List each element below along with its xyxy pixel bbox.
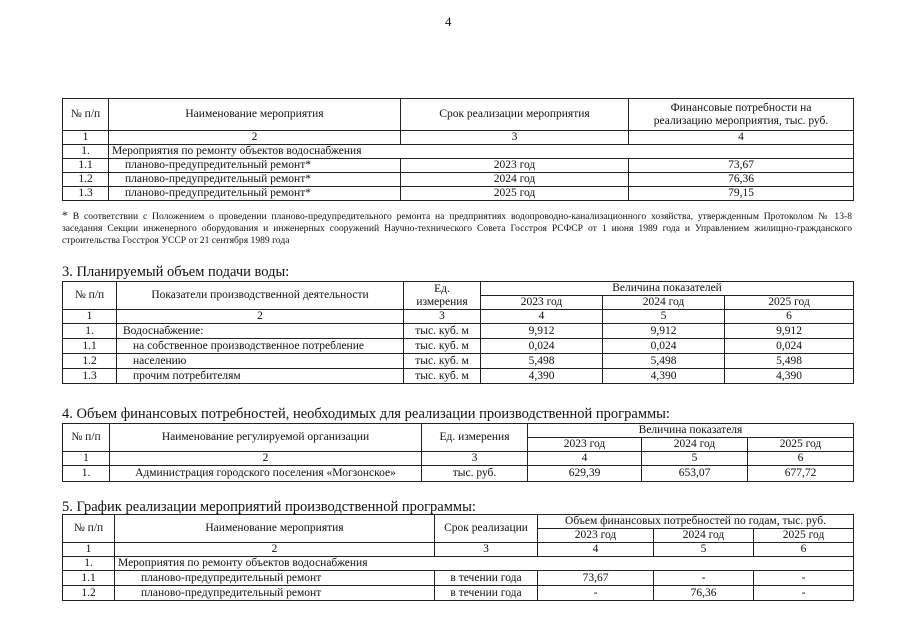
column-number-row: [63, 543, 854, 557]
table-header-row: [63, 282, 854, 296]
row-value: 9,912: [725, 324, 854, 339]
header-finance-line1: Финансовые потребности на: [670, 101, 812, 114]
header-year: 2025 год: [754, 529, 854, 543]
header-year: 2024 год: [642, 438, 748, 452]
row-num: 1.1: [63, 159, 109, 173]
row-period: в течении года: [435, 586, 538, 601]
footnote-text: В соответствии с Положением о проведении планово-предупредительного ремонта на предприятиях водопроводно-канализационного хозяйства, утвержденным Протоколом № 13-8 заседания Секции инженерного оборудования и инженерных сооружений Научно-технического Совета Госстроя РСФСР от 1 июня 1989 года и Управлением жилищно-гражданского строительства Госстроя УССР от 21 сентября 1989 года: [62, 211, 852, 246]
row-value: 629,39: [528, 466, 642, 482]
header-year: 2024 год: [654, 529, 754, 543]
header-period: Срок реализации мероприятия: [401, 99, 629, 131]
row-value: 79,15: [629, 187, 854, 201]
row-period: 2024 год: [401, 173, 629, 187]
header-value-group: Величина показателей: [481, 282, 854, 296]
header-year: 2023 год: [538, 529, 654, 543]
table-water-supply: [62, 281, 854, 384]
footnote: [62, 209, 852, 247]
col-number: 4: [528, 452, 642, 466]
header-year: 2023 год: [481, 296, 603, 310]
section5-title: 5. График реализации мероприятий производственной программы:: [62, 499, 476, 515]
row-num: 1.3: [63, 369, 117, 384]
col-number: 1: [63, 131, 109, 145]
header-year: 2025 год: [725, 296, 854, 310]
header-num: № п/п: [63, 282, 117, 310]
row-value: 4,390: [725, 369, 854, 384]
row-num: 1.1: [63, 339, 117, 354]
column-number-row: [63, 310, 854, 324]
col-number: 4: [538, 543, 654, 557]
table-header-row: [63, 99, 854, 131]
column-number-row: [63, 452, 854, 466]
col-number: 2: [117, 310, 404, 324]
header-indicator: Показатели производственной деятельности: [117, 282, 404, 310]
col-number: 2: [109, 131, 401, 145]
row-value: 677,72: [748, 466, 854, 482]
row-value: -: [654, 571, 754, 586]
col-number: 5: [642, 452, 748, 466]
table-financial-needs: [62, 423, 854, 482]
row-unit: тыс. куб. м: [404, 339, 481, 354]
table-row: [63, 145, 854, 159]
col-number: 1: [63, 310, 117, 324]
row-num: 1.: [63, 466, 110, 482]
table-header-row: [63, 515, 854, 529]
row-unit: тыс. руб.: [422, 466, 528, 482]
row-name: Мероприятия по ремонту объектов водоснабжения: [109, 145, 854, 159]
row-value: 76,36: [654, 586, 754, 601]
row-value: 5,498: [481, 354, 603, 369]
header-name: Наименование мероприятия: [109, 99, 401, 131]
row-num: 1.2: [63, 586, 115, 601]
col-number: 3: [435, 543, 538, 557]
row-name: прочим потребителям: [117, 369, 404, 384]
section4-title: 4. Объем финансовых потребностей, необходимых для реализации производственной программы:: [62, 406, 670, 422]
row-name: планово-предупредительный ремонт*: [109, 159, 401, 173]
row-value: 4,390: [481, 369, 603, 384]
row-value: 0,024: [603, 339, 725, 354]
row-name: планово-предупредительный ремонт: [115, 571, 435, 586]
header-name: Наименование мероприятия: [115, 515, 435, 543]
row-value: 73,67: [538, 571, 654, 586]
row-period: 2023 год: [401, 159, 629, 173]
col-number: 2: [115, 543, 435, 557]
section3-title: 3. Планируемый объем подачи воды:: [62, 264, 290, 280]
row-value: 0,024: [725, 339, 854, 354]
table-header-row: [63, 424, 854, 438]
col-number: 1: [63, 452, 110, 466]
col-number: 3: [404, 310, 481, 324]
row-name: Администрация городского поселения «Могзонское»: [110, 466, 422, 482]
row-value: 653,07: [642, 466, 748, 482]
row-value: 9,912: [603, 324, 725, 339]
row-value: 0,024: [481, 339, 603, 354]
row-num: 1.: [63, 145, 109, 159]
row-name: планово-предупредительный ремонт*: [109, 187, 401, 201]
row-value: -: [754, 586, 854, 601]
row-name: населению: [117, 354, 404, 369]
table-row: [63, 339, 854, 354]
row-num: 1.: [63, 324, 117, 339]
header-unit: Ед. измерения: [422, 424, 528, 452]
row-num: 1.2: [63, 173, 109, 187]
column-number-row: [63, 131, 854, 145]
table-row: [63, 571, 854, 586]
col-number: 5: [654, 543, 754, 557]
header-unit-line2: измерения: [416, 295, 468, 308]
page-number: 4: [445, 14, 452, 29]
row-unit: тыс. куб. м: [404, 354, 481, 369]
header-org: Наименование регулируемой организации: [110, 424, 422, 452]
row-value: 73,67: [629, 159, 854, 173]
row-num: 1.2: [63, 354, 117, 369]
table-row: [63, 173, 854, 187]
header-value-group: Объем финансовых потребностей по годам, тыс. руб.: [538, 515, 854, 529]
row-num: 1.: [63, 557, 115, 571]
row-name: планово-предупредительный ремонт*: [109, 173, 401, 187]
table-row: [63, 557, 854, 571]
header-num: № п/п: [63, 424, 110, 452]
col-number: 3: [401, 131, 629, 145]
col-number: 1: [63, 543, 115, 557]
col-number: 6: [725, 310, 854, 324]
row-period: в течении года: [435, 571, 538, 586]
header-finance-line2: реализацию мероприятия, тыс. руб.: [653, 114, 829, 127]
row-value: 76,36: [629, 173, 854, 187]
table-row: [63, 354, 854, 369]
row-name: Водоснабжение:: [117, 324, 404, 339]
header-unit-line1: Ед.: [434, 282, 450, 295]
header-year: 2024 год: [603, 296, 725, 310]
row-name: Мероприятия по ремонту объектов водоснабжения: [115, 557, 854, 571]
row-value: 9,912: [481, 324, 603, 339]
header-num: № п/п: [63, 515, 115, 543]
col-number: 3: [422, 452, 528, 466]
row-name: планово-предупредительный ремонт: [115, 586, 435, 601]
header-finance: [629, 99, 854, 131]
row-value: 5,498: [725, 354, 854, 369]
row-unit: тыс. куб. м: [404, 324, 481, 339]
header-year: 2023 год: [528, 438, 642, 452]
table-row: [63, 187, 854, 201]
row-value: 4,390: [603, 369, 725, 384]
col-number: 6: [754, 543, 854, 557]
header-year: 2025 год: [748, 438, 854, 452]
row-name: на собственное производственное потребление: [117, 339, 404, 354]
row-num: 1.1: [63, 571, 115, 586]
header-unit: [404, 282, 481, 310]
row-value: -: [538, 586, 654, 601]
col-number: 6: [748, 452, 854, 466]
footnote-star: *: [62, 208, 68, 222]
col-number: 4: [629, 131, 854, 145]
col-number: 4: [481, 310, 603, 324]
table-implementation-schedule: [62, 514, 854, 601]
header-num: № п/п: [63, 99, 109, 131]
table-activities-finance: [62, 98, 854, 201]
row-value: 5,498: [603, 354, 725, 369]
row-value: -: [754, 571, 854, 586]
col-number: 2: [110, 452, 422, 466]
table-row: [63, 369, 854, 384]
table-row: [63, 586, 854, 601]
row-unit: тыс. куб. м: [404, 369, 481, 384]
header-period: Срок реализации: [435, 515, 538, 543]
table-row: [63, 466, 854, 482]
table-row: [63, 324, 854, 339]
row-period: 2025 год: [401, 187, 629, 201]
row-num: 1.3: [63, 187, 109, 201]
table-row: [63, 159, 854, 173]
header-value-group: Величина показателя: [528, 424, 854, 438]
col-number: 5: [603, 310, 725, 324]
